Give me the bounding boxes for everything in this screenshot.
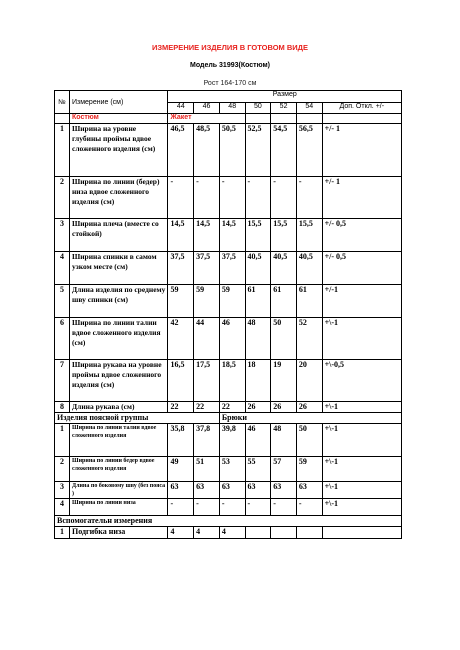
size-value: 37,8 <box>194 424 220 457</box>
bryuki-label: Брюки <box>219 413 401 424</box>
measurement-name: Ширина по линии талии вдвое сложенного изделия <box>69 424 168 457</box>
row-number: 1 <box>55 527 70 539</box>
model-name: Модель 31993(Костюм) <box>189 62 270 69</box>
jacket-row <box>55 285 402 318</box>
size-value: 63 <box>245 482 271 499</box>
size-value: - <box>168 177 194 219</box>
size-value: 61 <box>296 285 322 318</box>
size-value: 48 <box>271 424 297 457</box>
size-value: 14,5 <box>219 219 245 252</box>
pants-row <box>55 482 402 499</box>
belt-section-label-row <box>55 413 402 424</box>
size-value: 37,5 <box>168 252 194 285</box>
size-value: 52 <box>296 318 322 360</box>
kostyum-label: Костюм <box>69 114 168 124</box>
size-value: 35,8 <box>168 424 194 457</box>
row-number: 6 <box>55 318 70 360</box>
size-value: - <box>245 499 271 516</box>
jacket-row <box>55 219 402 252</box>
size-value: 42 <box>168 318 194 360</box>
size-value: 4 <box>219 527 245 539</box>
size-value: - <box>271 177 297 219</box>
size-value: 40,5 <box>271 252 297 285</box>
tolerance-value: +\-1 <box>322 457 401 482</box>
size-value: 48 <box>245 318 271 360</box>
size-value: 63 <box>219 482 245 499</box>
size-54: 54 <box>296 103 322 114</box>
row-number: 3 <box>55 482 70 499</box>
tolerance-value: +/- 1 <box>322 177 401 219</box>
size-value: - <box>219 177 245 219</box>
col-size-header: Размер <box>168 91 402 103</box>
measurement-name: Ширина по линии бедер вдвое сложенного изделия <box>69 457 168 482</box>
size-value: 61 <box>271 285 297 318</box>
size-value: 14,5 <box>194 219 220 252</box>
size-value: 14,5 <box>168 219 194 252</box>
size-value: 50 <box>296 424 322 457</box>
belt-section-label: Изделия поясной группы <box>55 413 220 424</box>
tolerance-value: +\-1 <box>322 424 401 457</box>
jacket-row <box>55 124 402 177</box>
measurement-name: Ширина спинки в самом узком месте (см) <box>69 252 168 285</box>
size-46: 46 <box>194 103 220 114</box>
col-measure-header: Измерение (см) <box>69 91 168 114</box>
size-value <box>245 527 271 539</box>
tolerance-value <box>322 527 401 539</box>
measurement-name: Ширина по линии (бедер) низа вдвое сложенного изделия (см) <box>69 177 168 219</box>
pants-row <box>55 457 402 482</box>
tolerance-value: +/- 1 <box>322 124 401 177</box>
measurement-table <box>54 90 402 539</box>
size-value: 15,5 <box>271 219 297 252</box>
size-value: 49 <box>168 457 194 482</box>
jacket-row <box>55 177 402 219</box>
doc-title: ИЗМЕРЕНИЕ ИЗДЕЛИЯ В ГОТОВОМ ВИДЕ <box>151 43 309 52</box>
jacket-row <box>55 402 402 413</box>
tolerance-value: +\-1 <box>322 318 401 360</box>
size-value: 26 <box>245 402 271 413</box>
row-number: 7 <box>55 360 70 402</box>
size-value: 4 <box>168 527 194 539</box>
size-value: 53 <box>219 457 245 482</box>
size-value: 50 <box>271 318 297 360</box>
jacket-row <box>55 360 402 402</box>
size-value: - <box>194 177 220 219</box>
size-44: 44 <box>168 103 194 114</box>
size-value: 22 <box>194 402 220 413</box>
size-value <box>271 527 297 539</box>
size-value: 39,8 <box>219 424 245 457</box>
size-value: 22 <box>219 402 245 413</box>
size-50: 50 <box>245 103 271 114</box>
row-number: 4 <box>55 252 70 285</box>
size-value: 48,5 <box>194 124 220 177</box>
measurement-name: Подгибка низа <box>69 527 168 539</box>
measurement-name: Ширина рукава на уровне проймы вдвое сложенного изделия (см) <box>69 360 168 402</box>
size-value: 63 <box>296 482 322 499</box>
size-value: 44 <box>194 318 220 360</box>
aux-section-label-row <box>55 516 402 527</box>
height-range: Рост 164-170 см <box>203 80 257 87</box>
size-value: 46,5 <box>168 124 194 177</box>
size-value: 57 <box>271 457 297 482</box>
size-value: - <box>271 499 297 516</box>
measurement-name: Длина по боковому шву (без пояса ) <box>69 482 168 499</box>
tolerance-value: +/-1 <box>322 285 401 318</box>
col-tolerance-header: Доп. Откл. +/- <box>322 103 401 114</box>
size-value: 51 <box>194 457 220 482</box>
size-value: 15,5 <box>296 219 322 252</box>
size-value: 54,5 <box>271 124 297 177</box>
jacket-row <box>55 318 402 360</box>
tolerance-value: +/- 0,5 <box>322 252 401 285</box>
measurement-name: Длина изделия по среднему шву спинки (см) <box>69 285 168 318</box>
zhaket-label: Жакет <box>168 114 245 124</box>
tolerance-value: +\-1 <box>322 402 401 413</box>
size-value: 63 <box>271 482 297 499</box>
size-value: 59 <box>219 285 245 318</box>
row-number: 4 <box>55 499 70 516</box>
measurement-name: Длина рукава (см) <box>69 402 168 413</box>
size-value: 15,5 <box>245 219 271 252</box>
size-value: 63 <box>194 482 220 499</box>
row-number: 1 <box>55 424 70 457</box>
measurement-name: Ширина на уровне глубины проймы вдвое сложенного изделия (см) <box>69 124 168 177</box>
size-value: - <box>296 499 322 516</box>
size-value: 40,5 <box>296 252 322 285</box>
size-value: - <box>194 499 220 516</box>
size-value: 59 <box>194 285 220 318</box>
size-value: 55 <box>245 457 271 482</box>
tolerance-value: +\-1 <box>322 499 401 516</box>
row-number: 2 <box>55 177 70 219</box>
measurement-name: Ширина плеча (вместе со стойкой) <box>69 219 168 252</box>
size-value: 37,5 <box>219 252 245 285</box>
col-no-header: № <box>55 91 70 114</box>
tolerance-value: +\-0,5 <box>322 360 401 402</box>
size-value: 63 <box>168 482 194 499</box>
size-value: 46 <box>245 424 271 457</box>
row-number: 3 <box>55 219 70 252</box>
size-value: 56,5 <box>296 124 322 177</box>
size-value: 18 <box>245 360 271 402</box>
size-value: 59 <box>168 285 194 318</box>
size-value: 19 <box>271 360 297 402</box>
size-value: - <box>168 499 194 516</box>
size-value: 26 <box>271 402 297 413</box>
measurement-name: Ширина по линии низа <box>69 499 168 516</box>
measurement-name: Ширина по линии талии вдвое сложенного изделия (см) <box>69 318 168 360</box>
size-48: 48 <box>219 103 245 114</box>
tolerance-value: +\-1 <box>322 482 401 499</box>
size-value: 18,5 <box>219 360 245 402</box>
size-value: - <box>296 177 322 219</box>
tolerance-value: +/- 0,5 <box>322 219 401 252</box>
size-value: - <box>245 177 271 219</box>
row-number: 2 <box>55 457 70 482</box>
aux-section-label: Вспомогательн измерения <box>55 516 402 527</box>
size-value: 59 <box>296 457 322 482</box>
row-number: 5 <box>55 285 70 318</box>
size-value: 61 <box>245 285 271 318</box>
pants-row <box>55 499 402 516</box>
size-52: 52 <box>271 103 297 114</box>
size-value: - <box>219 499 245 516</box>
size-value: 40,5 <box>245 252 271 285</box>
kostyum-empty-cell <box>55 114 70 124</box>
size-value: 50,5 <box>219 124 245 177</box>
size-value: 26 <box>296 402 322 413</box>
size-value: 4 <box>194 527 220 539</box>
aux-row <box>55 527 402 539</box>
row-number: 8 <box>55 402 70 413</box>
size-value: 20 <box>296 360 322 402</box>
jacket-row <box>55 252 402 285</box>
pants-row <box>55 424 402 457</box>
size-value: 52,5 <box>245 124 271 177</box>
size-value: 37,5 <box>194 252 220 285</box>
row-number: 1 <box>55 124 70 177</box>
size-value: 22 <box>168 402 194 413</box>
size-value: 16,5 <box>168 360 194 402</box>
size-value: 46 <box>219 318 245 360</box>
size-value: 17,5 <box>194 360 220 402</box>
size-value <box>296 527 322 539</box>
